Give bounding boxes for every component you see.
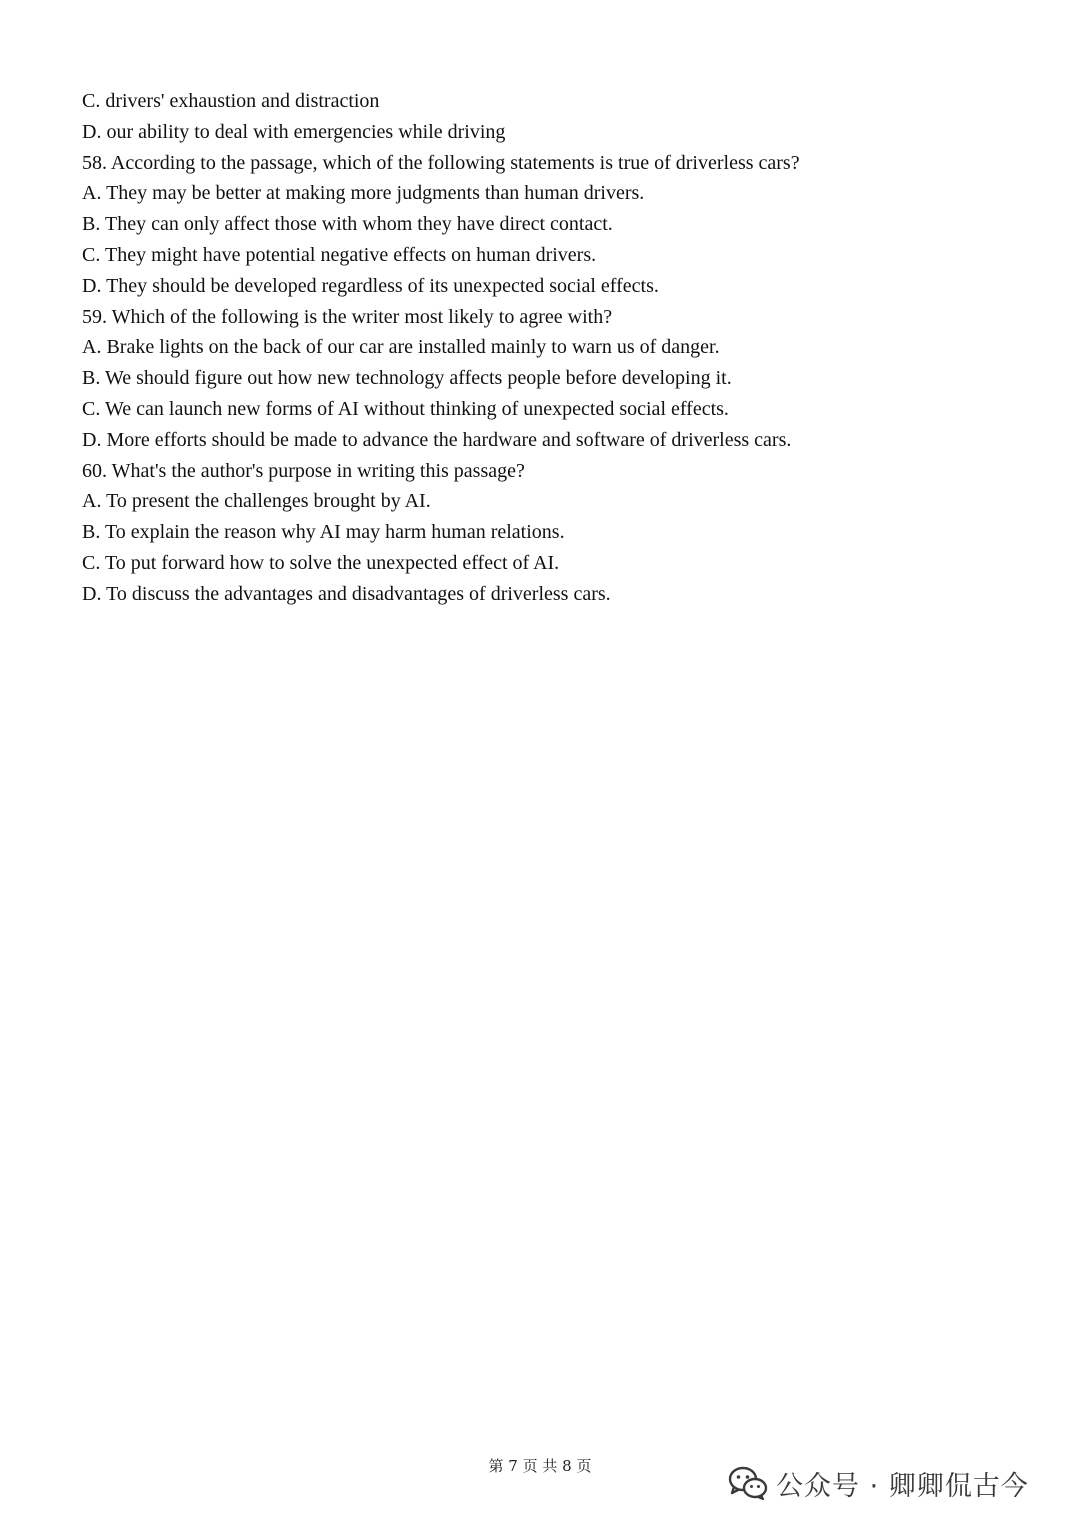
page-number: 第 7 页 共 8 页: [488, 1457, 592, 1475]
watermark-text: 公众号 · 卿卿侃古今: [776, 1470, 1029, 1502]
option-line-59c: C. We can launch new forms of AI without thinking of unexpected social effects.: [82, 397, 729, 420]
question-text: [82, 86, 1042, 610]
wechat-icon: [728, 1465, 768, 1501]
option-line-60c: C. To put forward how to solve the unexpected effect of AI.: [82, 551, 560, 574]
question-60: 60. What's the author's purpose in writing this passage?: [82, 459, 525, 482]
option-line-58a: A. They may be better at making more judgments than human drivers.: [82, 182, 645, 205]
option-line-59b: B. We should figure out how new technology affects people before developing it.: [82, 367, 732, 390]
option-line-57d: D. our ability to deal with emergencies while driving: [82, 120, 506, 143]
option-line-59d: D. More efforts should be made to advance the hardware and software of driverless cars.: [82, 428, 792, 451]
option-line-58b: B. They can only affect those with whom they have direct contact.: [82, 213, 613, 236]
option-line-59a: A. Brake lights on the back of our car are installed mainly to warn us of danger.: [82, 336, 720, 359]
option-line-58c: C. They might have potential negative effects on human drivers.: [82, 243, 597, 266]
option-line-60a: A. To present the challenges brought by AI.: [82, 490, 431, 513]
watermark: [728, 1461, 1029, 1505]
option-line-60d: D. To discuss the advantages and disadvantages of driverless cars.: [82, 582, 611, 605]
option-line-60b: B. To explain the reason why AI may harm human relations.: [82, 521, 565, 544]
option-line-58d: D. They should be developed regardless of its unexpected social effects.: [82, 274, 659, 297]
option-line-57c: C. drivers' exhaustion and distraction: [82, 90, 380, 112]
question-58: 58. According to the passage, which of the following statements is true of driverless cars?: [82, 151, 800, 174]
question-59: 59. Which of the following is the writer most likely to agree with?: [82, 305, 613, 328]
